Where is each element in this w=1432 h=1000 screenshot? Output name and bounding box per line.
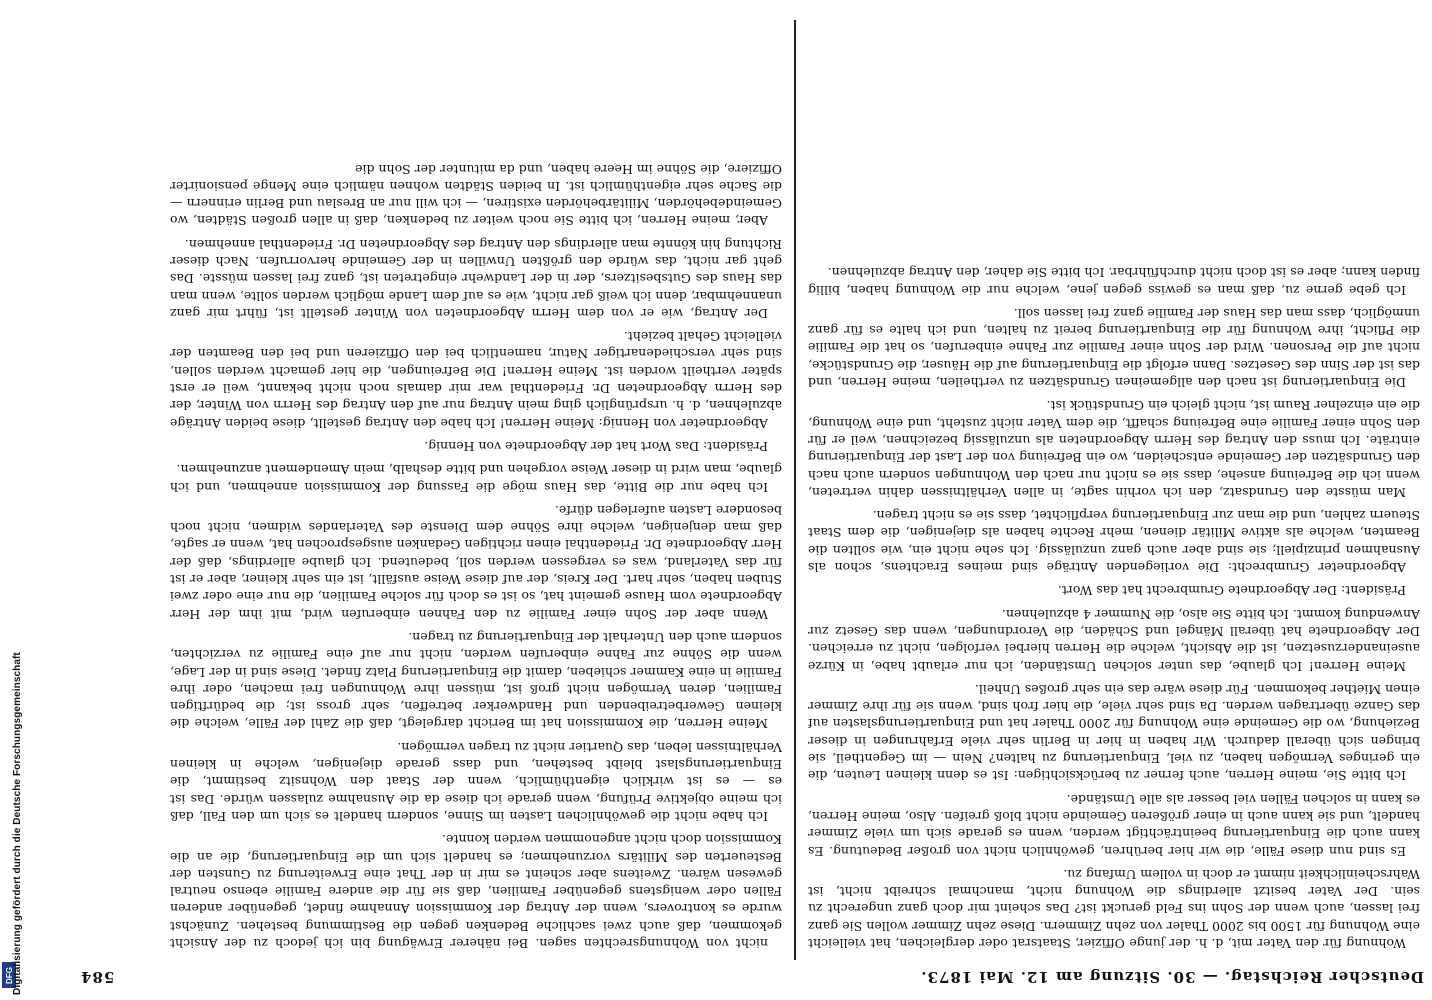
paragraph: Der Antrag, wie er von dem Herrn Abgeordneten von Winter gestellt ist, führt mir ganz unannehmbar, denn ich weiß gar nicht, wie es auf dem Lande möglich werden sollte, wenn man das Haus des Gutsbesitzers, der in der Landwehr eingetreten ist, ganz frei lassen müsste. Das geht gar nicht, das würde den größten Unwillen in der Gemeinde hervorrufen. Nach dieser Richtung hin könnte man allerdings den Antrag des Abgeordneten Dr. Friedenthal annehmen. <box>170 236 782 321</box>
paragraph: Wenn aber der Sohn einer Familie zu den Fahnen einberufen wird, mit ihm der Herr Abgeordnete vom Hause gemeint hat, so ist es doch für solche Familien, die nur eine oder zwei Stuben haben, sehr hart. Der Kreis, der auf diese Weise ausfällt, ist ein sehr kleiner, aber er ist für das Vaterland, was es vergessen werden soll, bedeutend. Ich glaube allerdings, daß der Herr Abgeordnete Dr. Friedenthal einen richtigen Gedanken ausgesprochen hat, wenn er sagte, daß man denjenigen, welche ihre Söhne dem Dienste des Vaterlandes widmen, nicht noch besondere Lasten auferlegen dürfe. <box>170 502 782 622</box>
page-header <box>80 964 1424 986</box>
page-number: 584 <box>80 968 115 986</box>
paragraph: Abgeordneter von Hennig: Meine Herren! Ich habe den Antrag gestellt, diese beiden Anträge abzulehnen, d. h. ursprünglich ging mein Antrag nur auf den Antrag des Herrn von Winter, der des Herrn Abgeordneten Dr. Friedenthal war mir damals noch nicht bekannt, weil er erst später vertheilt worden ist. Meine Herren! Die Befreiungen, die hier gemacht werden sollen, sind sehr verschiedenartiger Natur, namentlich bei den Offizieren und bei den Beamten der vielleicht Gehalt bezieht. <box>170 329 782 431</box>
paragraph: Abgeordneter Grumbrecht: Die vorliegenden Anträge sind meines Erachtens, schon als Ausnahmen prinzipiell; sie sind aber auch ganz unzulässig. Ich sehe nicht ein, wie sollten die Beamten, welche als aktive Militär dienen, mehr Rechte haben als diejenigen, die dem Staat Steuern zahlen, und die man zur Einquartierung verpflichtet, dass sie es nicht tragen. <box>808 508 1420 576</box>
page-content-rotated <box>40 0 1432 1000</box>
text-column-left <box>808 17 1420 952</box>
paragraph: Ich gebe gerne zu, daß man es gewiss gegen jene, welche nur die Wohnung haben, billig finden kann; aber es ist doch nicht durchführbar. Ich bitte Sie daher, den Antrag abzulehnen. <box>808 265 1420 298</box>
paragraph: Ich habe nicht die gewöhnlichen Lasten im Sinne, sondern handelt es sich um den Fall, daß ich meine objektive Prüfung, wenn gerade ich diese da die Ausnahme zulassen würde. Das ist es — es ist wirklich eigenthümlich, wenn der Staat den Wohnsitz bestimmt, die Einquartierungslast bleibt bestehen, und dass gerade diejenigen, welche in kleinen Verhältnissen leben, das Quartier nicht zu tragen vermögen. <box>170 739 782 824</box>
column-divider <box>794 20 796 960</box>
paragraph: Man müsste den Grundsatz, den ich vorhin sagte, in allen Verhältnissen dahin vertreten, wenn ich die Befreiung ansehe, dass sie es nicht nur nach den Wohnungen sondern auch nach den Grundsätzen der Gemeinde entscheiden, wo ein Befreiung von der Last der Einquartierung einträte. Ich muss den Antrag des Herrn Abgeordneten als unzulässig bezeichnen, weil er für den Sohn einer Familie eine Befreiung schafft, die dem Vater nicht zusteht, und eine Wohnung, die ein einzelner Raum ist, nicht gleich ein Grundstück ist. <box>808 398 1420 500</box>
digitization-credit: Digitalisierung gefördert durch die Deutsche Forschungsgemeinschaft <box>12 652 23 995</box>
paragraph: Meine Herren! Ich glaube, das unter solchen Umständen, ich nur erlaubt habe, in Kürze auseinanderzusetzen, ist die Absicht, welche die Herren hierbei verfolgen, nicht zu erreichen. Der Abgeordnete hat überall Mängel und Schäden, die Verordnungen, wenn das Gesetz zur Anwendung kommt. Ich bitte Sie also, die Nummer 4 abzulehnen. <box>808 606 1420 674</box>
text-column-right <box>170 17 782 952</box>
paragraph: nicht von Wohnungsrechten sagen. Bei näherer Erwägung bin ich jedoch zu der Ansicht gekommen, daß auch zwei sachliche Bedenken gegen die Bestimmung bestehen. Zunächst wurde es kontrovers, wenn der Antrag der Kommission Annahme findet, gegenüber anderen Fällen oder wenigstens gegenüber Familien, daß sie für die andere Familie ebenso neutral gewesen wären. Zweitens aber scheint es mir in der That eine Erweiterung zu Gunsten der Besteuerten des Militärs vorzunehmen; es handelt sich um die Einquartierung, die an die Kommission doch nicht angenommen werden konnte. <box>170 832 782 951</box>
paragraph: Präsident: Das Wort hat der Abgeordnete von Hennig. <box>424 438 768 454</box>
dfg-logo: DFG <box>2 962 16 988</box>
paragraph: Es sind nun diese Fälle, die wir hier berühren, gewöhnlich nicht von großer Bedeutung. Es kann auch die Einquartierung beeinträchtigt werden, wenn es gerade sich um viele Zimmer handelt, und sie kann auch in einer größeren Gemeinde nicht bloß greifen. Also, meine Herren, es kann in solchen Fällen viel besser als alle Umstände. <box>808 791 1420 859</box>
running-title: Deutscher Reichstag. — 30. Sitzung am 12. Mai 1873. <box>920 968 1424 986</box>
paragraph: Meine Herren, die Kommission hat im Bericht dargelegt, daß die Zahl der Fälle, welche die kleinen Gewerbetreibenden und Handwerker betreffen, sehr gross ist; die bedürftigen Familien, deren Vermögen nicht groß ist, müssen ihre Wohnungen frei machen, oder ihre Familie in eine Kammer schieben, damit die Einquartierung Platz findet. Diese sind in der Lage, wenn die Söhne zur Fahne einberufen werden, nicht nur auf eine Familie zu verzichten, sondern auch den Unterhalt der Einquartierung zu tragen. <box>170 629 782 732</box>
scanned-page <box>40 0 1432 1000</box>
paragraph: Aber, meine Herren, ich bitte Sie noch weiter zu bedenken, daß in allen großen Städten, wo Gemeindebehörden, Militärbehörden existiren, — ich will nur an Breslau und Berlin erinnern — die Sache sehr eigenthümlich ist. In beiden Städten wohnen nämlich eine Menge pensionirter Offiziere, die Söhne im Heere haben, und da mitunter der Sohn die <box>170 161 782 229</box>
paragraph: Die Einquartierung ist nach den allgemeinen Grundsätzen zu vertheilen, meine Herren, und das ist der Sinn des Gesetzes. Dann erfolgt die Einquartierung auf die Häuser, die Grundstücke, nicht auf die Personen. Wird der Sohn einer Familie zur Fahne einberufen, so hat die Familie die Pflicht, ihre Wohnung für die Einquartierung bereit zu halten, und ich halte es für ganz unmöglich, dass man das Haus der Familie ganz frei lassen soll. <box>808 305 1420 391</box>
paragraph: Wohnung für den Vater mit, d. h. der junge Offizier, Staatsrat oder dergleichen, hat vielleicht eine Wohnung für 1500 bis 2000 Thaler von zehn Zimmern. Diese zehn Zimmer wollen Sie ganz frei lassen, auch wenn der Sohn ins Feld geruckt ist? Das scheint mir doch ganz ungerecht zu sein. Der Vater besitzt allerdings die Wohnung nicht, manchmal schreibt nicht, ist Wahrscheinlichkeit nimmt er doch in vollem Umfang zu. <box>808 866 1420 951</box>
paragraph: Ich habe nur die Bitte, das Haus möge die Fassung der Kommission annehmen, und ich glaube, man wird in dieser Weise vorgehen und bitte deshalb, mein Amendement anzunehmen. <box>170 462 782 495</box>
digitization-footer <box>0 0 40 1000</box>
paragraph: Ich bitte Sie, meine Herren, auch ferner zu berücksichtigen: Ist es denn kleinen Leuten, die ein geringes Vermögen haben, zu viel, Einquartierung zu halten? Nein — im Gegentheil, sie bringen sich überall dadurch. Wir haben in hier in Berlin sehr viele Erfahrungen in dieser Beziehung, wo die Gemeinde eine Wohnung für 2000 Thaler hat und Einquartierungslasten auf das Ganze übertragen werden. Da sind sehr viele, die hier froh sind, wenn sie für ihre Zimmer einen Miether bekommen. Für diese wäre das ein sehr großes Unheil. <box>808 681 1420 784</box>
paragraph: Präsident: Der Abgeordnete Grumbrecht hat das Wort. <box>1057 583 1406 599</box>
